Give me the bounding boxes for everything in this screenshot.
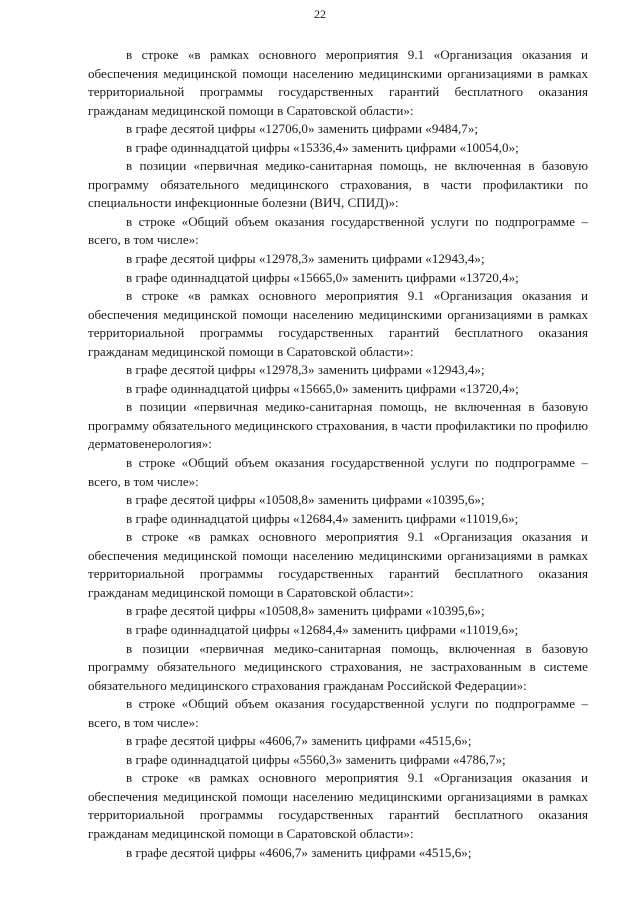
paragraph-14: в графе одиннадцатой цифры «12684,4» заменить цифрами «11019,6»; (126, 510, 519, 526)
paragraph-1: в строке «в рамках основного мероприятия 9.1 «Организация оказания и обеспечения медицинской помощи населению медицинскими организациями в рамках территориальной программы государственных гарантий бесплатного оказания гражданам медицинской помощи в Саратовской области»: (88, 47, 588, 118)
paragraph-22: в строке «в рамках основного мероприятия 9.1 «Организация оказания и обеспечения медицинской помощи населению медицинскими организациями в рамках территориальной программы государственных гарантий бесплатного оказания гражданам медицинской помощи в Саратовской области»: (88, 770, 588, 841)
page-number: 22 (314, 7, 326, 21)
paragraph-18: в позиции «первичная медико-санитарная помощь, включенная в базовую программу обязательного медицинского страхования, не застрахованным в системе обязательного медицинского страхования гражданам Российской Федерации»: (88, 640, 588, 693)
paragraph-4: в позиции «первичная медико-санитарная помощь, не включенная в базовую программу обязательного медицинского страхования, в части профилактики по специальности инфекционные болезни (ВИЧ, СПИД)»: (88, 158, 588, 211)
paragraph-9: в графе десятой цифры «12978,3» заменить цифрами «12943,4»; (126, 362, 485, 378)
paragraph-11: в позиции «первичная медико-санитарная помощь, не включенная в базовую программу обязательного медицинского страхования, в части профилактики по профилю дерматовенерология»: (88, 399, 588, 452)
document-body (88, 46, 588, 862)
paragraph-21: в графе одиннадцатой цифры «5560,3» заменить цифрами «4786,7»; (126, 751, 506, 767)
paragraph-8: в строке «в рамках основного мероприятия 9.1 «Организация оказания и обеспечения медицинской помощи населению медицинскими организациями в рамках территориальной программы государственных гарантий бесплатного оказания гражданам медицинской помощи в Саратовской области»: (88, 288, 588, 359)
paragraph-6: в графе десятой цифры «12978,3» заменить цифрами «12943,4»; (126, 251, 485, 267)
paragraph-15: в строке «в рамках основного мероприятия 9.1 «Организация оказания и обеспечения медицинской помощи населению медицинскими организациями в рамках территориальной программы государственных гарантий бесплатного оказания гражданам медицинской помощи в Саратовской области»: (88, 529, 588, 600)
paragraph-23: в графе десятой цифры «4606,7» заменить цифрами «4515,6»; (126, 844, 472, 860)
paragraph-7: в графе одиннадцатой цифры «15665,0» заменить цифрами «13720,4»; (126, 269, 519, 285)
paragraph-3: в графе одиннадцатой цифры «15336,4» заменить цифрами «10054,0»; (126, 139, 519, 155)
paragraph-17: в графе одиннадцатой цифры «12684,4» заменить цифрами «11019,6»; (126, 621, 519, 637)
paragraph-10: в графе одиннадцатой цифры «15665,0» заменить цифрами «13720,4»; (126, 380, 519, 396)
paragraph-13: в графе десятой цифры «10508,8» заменить цифрами «10395,6»; (126, 492, 485, 508)
paragraph-20: в графе десятой цифры «4606,7» заменить цифрами «4515,6»; (126, 733, 472, 749)
paragraph-5: в строке «Общий объем оказания государственной услуги по подпрограмме – всего, в том числе»: (88, 213, 588, 248)
paragraph-16: в графе десятой цифры «10508,8» заменить цифрами «10395,6»; (126, 603, 485, 619)
paragraph-19: в строке «Общий объем оказания государственной услуги по подпрограмме – всего, в том числе»: (88, 696, 588, 730)
paragraph-2: в графе десятой цифры «12706,0» заменить цифрами «9484,7»; (126, 121, 479, 137)
paragraph-12: в строке «Общий объем оказания государственной услуги по подпрограмме – всего, в том числе»: (88, 455, 588, 489)
